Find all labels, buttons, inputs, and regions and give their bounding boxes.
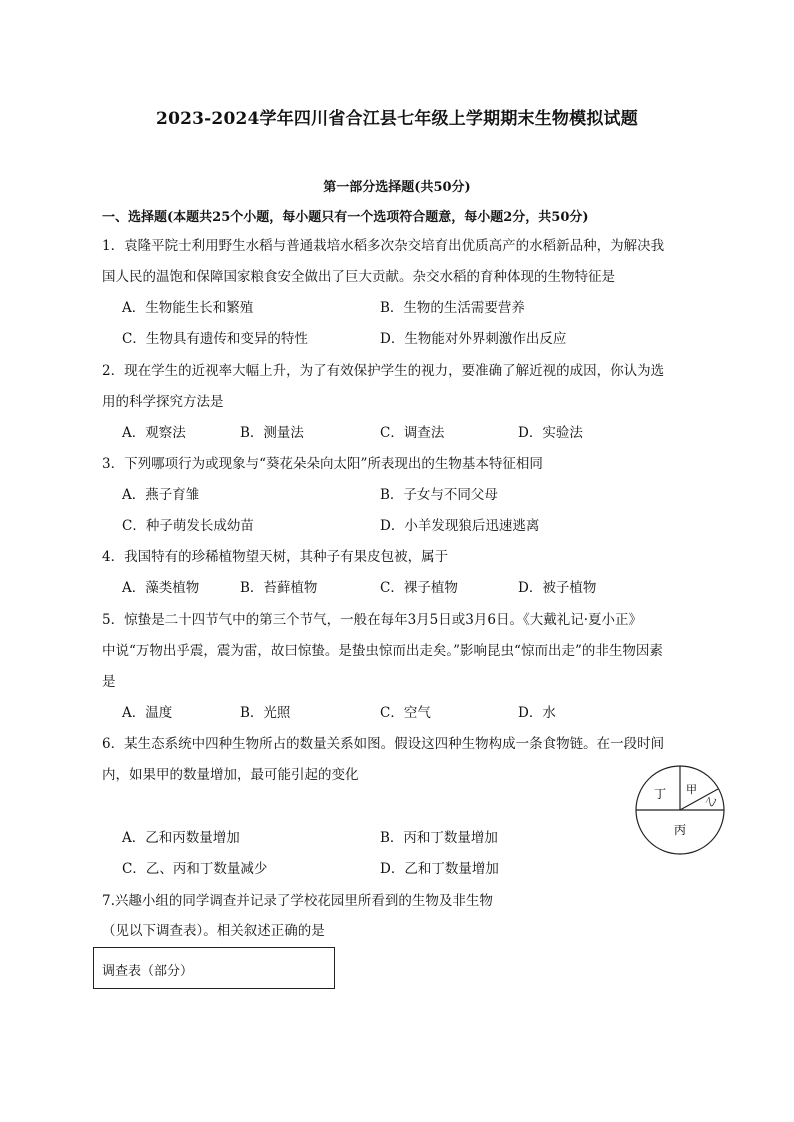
question-1-option-c: C．生物具有遗传和变异的特性: [122, 331, 308, 347]
page-title: 2023-2024学年四川省合江县七年级上学期期末生物模拟试题: [156, 109, 638, 129]
question-6-line-1: 6．某生态系统中四种生物所占的数量关系如图。假设这四种生物构成一条食物链。在一段时间: [102, 736, 665, 752]
question-6-line-2: 内，如果甲的数量增加，最可能引起的变化: [102, 767, 359, 783]
question-6-option-c: C．乙、丙和丁数量减少: [122, 861, 268, 877]
question-5-option-a: A．温度: [122, 705, 173, 721]
question-5-line-1: 5．惊蛰是二十四节气中的第三个节气，一般在每年3月5日或3月6日。《大戴礼记·夏小正》: [102, 612, 642, 628]
question-1-line-2: 国人民的温饱和保障国家粮食安全做出了巨大贡献。杂交水稻的育种体现的生物特征是: [102, 269, 615, 285]
question-4-option-c: C．裸子植物: [380, 580, 458, 596]
question-1-line-1: 1．袁隆平院士利用野生水稻与普通栽培水稻多次杂交培育出优质高产的水稻新品种，为解决我: [102, 238, 665, 254]
question-2-option-c: C．调查法: [380, 425, 445, 441]
survey-table: [93, 947, 335, 989]
part-title: 第一部分选择题(共50分): [323, 180, 471, 195]
question-2-option-b: B．测量法: [240, 425, 304, 441]
question-6-option-a: A．乙和丙数量增加: [122, 830, 240, 846]
question-5-line-3: 是: [102, 674, 116, 690]
pie-label-bing: 丙: [674, 823, 687, 837]
question-2-line-1: 2．现在学生的近视率大幅上升，为了有效保护学生的视力，要准确了解近视的成因，你认为选: [102, 363, 665, 379]
section-title: 一、选择题(本题共25个小题，每小题只有一个选项符合题意，每小题2分，共50分): [102, 210, 589, 225]
question-5-option-c: C．空气: [380, 705, 431, 721]
question-2-line-2: 用的科学探究方法是: [102, 394, 224, 410]
population-pie-figure: [632, 762, 728, 858]
pie-label-ding: 丁: [654, 787, 667, 801]
question-3-line-1: 3．下列哪项行为或现象与“葵花朵朵向太阳”所表现出的生物基本特征相同: [102, 456, 543, 472]
question-4-option-d: D．被子植物: [518, 580, 597, 596]
question-7-line-1: 7.兴趣小组的同学调查并记录了学校花园里所看到的生物及非生物: [102, 893, 493, 909]
question-1-option-a: A．生物能生长和繁殖: [122, 300, 254, 316]
pie-label-yi: 乙: [704, 794, 720, 809]
question-7-line-2: （见以下调查表）。相关叙述正确的是: [102, 923, 325, 939]
question-5-line-2: 中说“万物出乎震，震为雷，故曰惊蛰。是蛰虫惊而出走矣。”影响昆虫“惊而出走”的非生物因素: [102, 643, 663, 659]
question-6-option-b: B．丙和丁数量增加: [380, 830, 498, 846]
question-4-line-1: 4．我国特有的珍稀植物望天树，其种子有果皮包被，属于: [102, 549, 449, 565]
question-2-option-d: D．实验法: [518, 425, 583, 441]
pie-label-jia: 甲: [686, 783, 697, 796]
question-1-option-b: B．生物的生活需要营养: [380, 300, 525, 316]
question-3-option-d: D．小羊发现狼后迅速逃离: [380, 518, 540, 534]
question-3-option-b: B．子女与不同父母: [380, 487, 498, 503]
question-2-option-a: A．观察法: [122, 425, 186, 441]
question-6-option-d: D．乙和丁数量增加: [380, 861, 499, 877]
question-3-option-a: A．燕子育雏: [122, 487, 200, 503]
question-4-option-a: A．藻类植物: [122, 580, 200, 596]
question-4-option-b: B．苔藓植物: [240, 580, 318, 596]
question-1-option-d: D．生物能对外界刺激作出反应: [380, 331, 567, 347]
question-3-option-c: C．种子萌发长成幼苗: [122, 518, 254, 534]
question-5-option-d: D．水: [518, 705, 556, 721]
question-5-option-b: B．光照: [240, 705, 291, 721]
survey-table-label: 调查表（部分）: [102, 964, 194, 979]
